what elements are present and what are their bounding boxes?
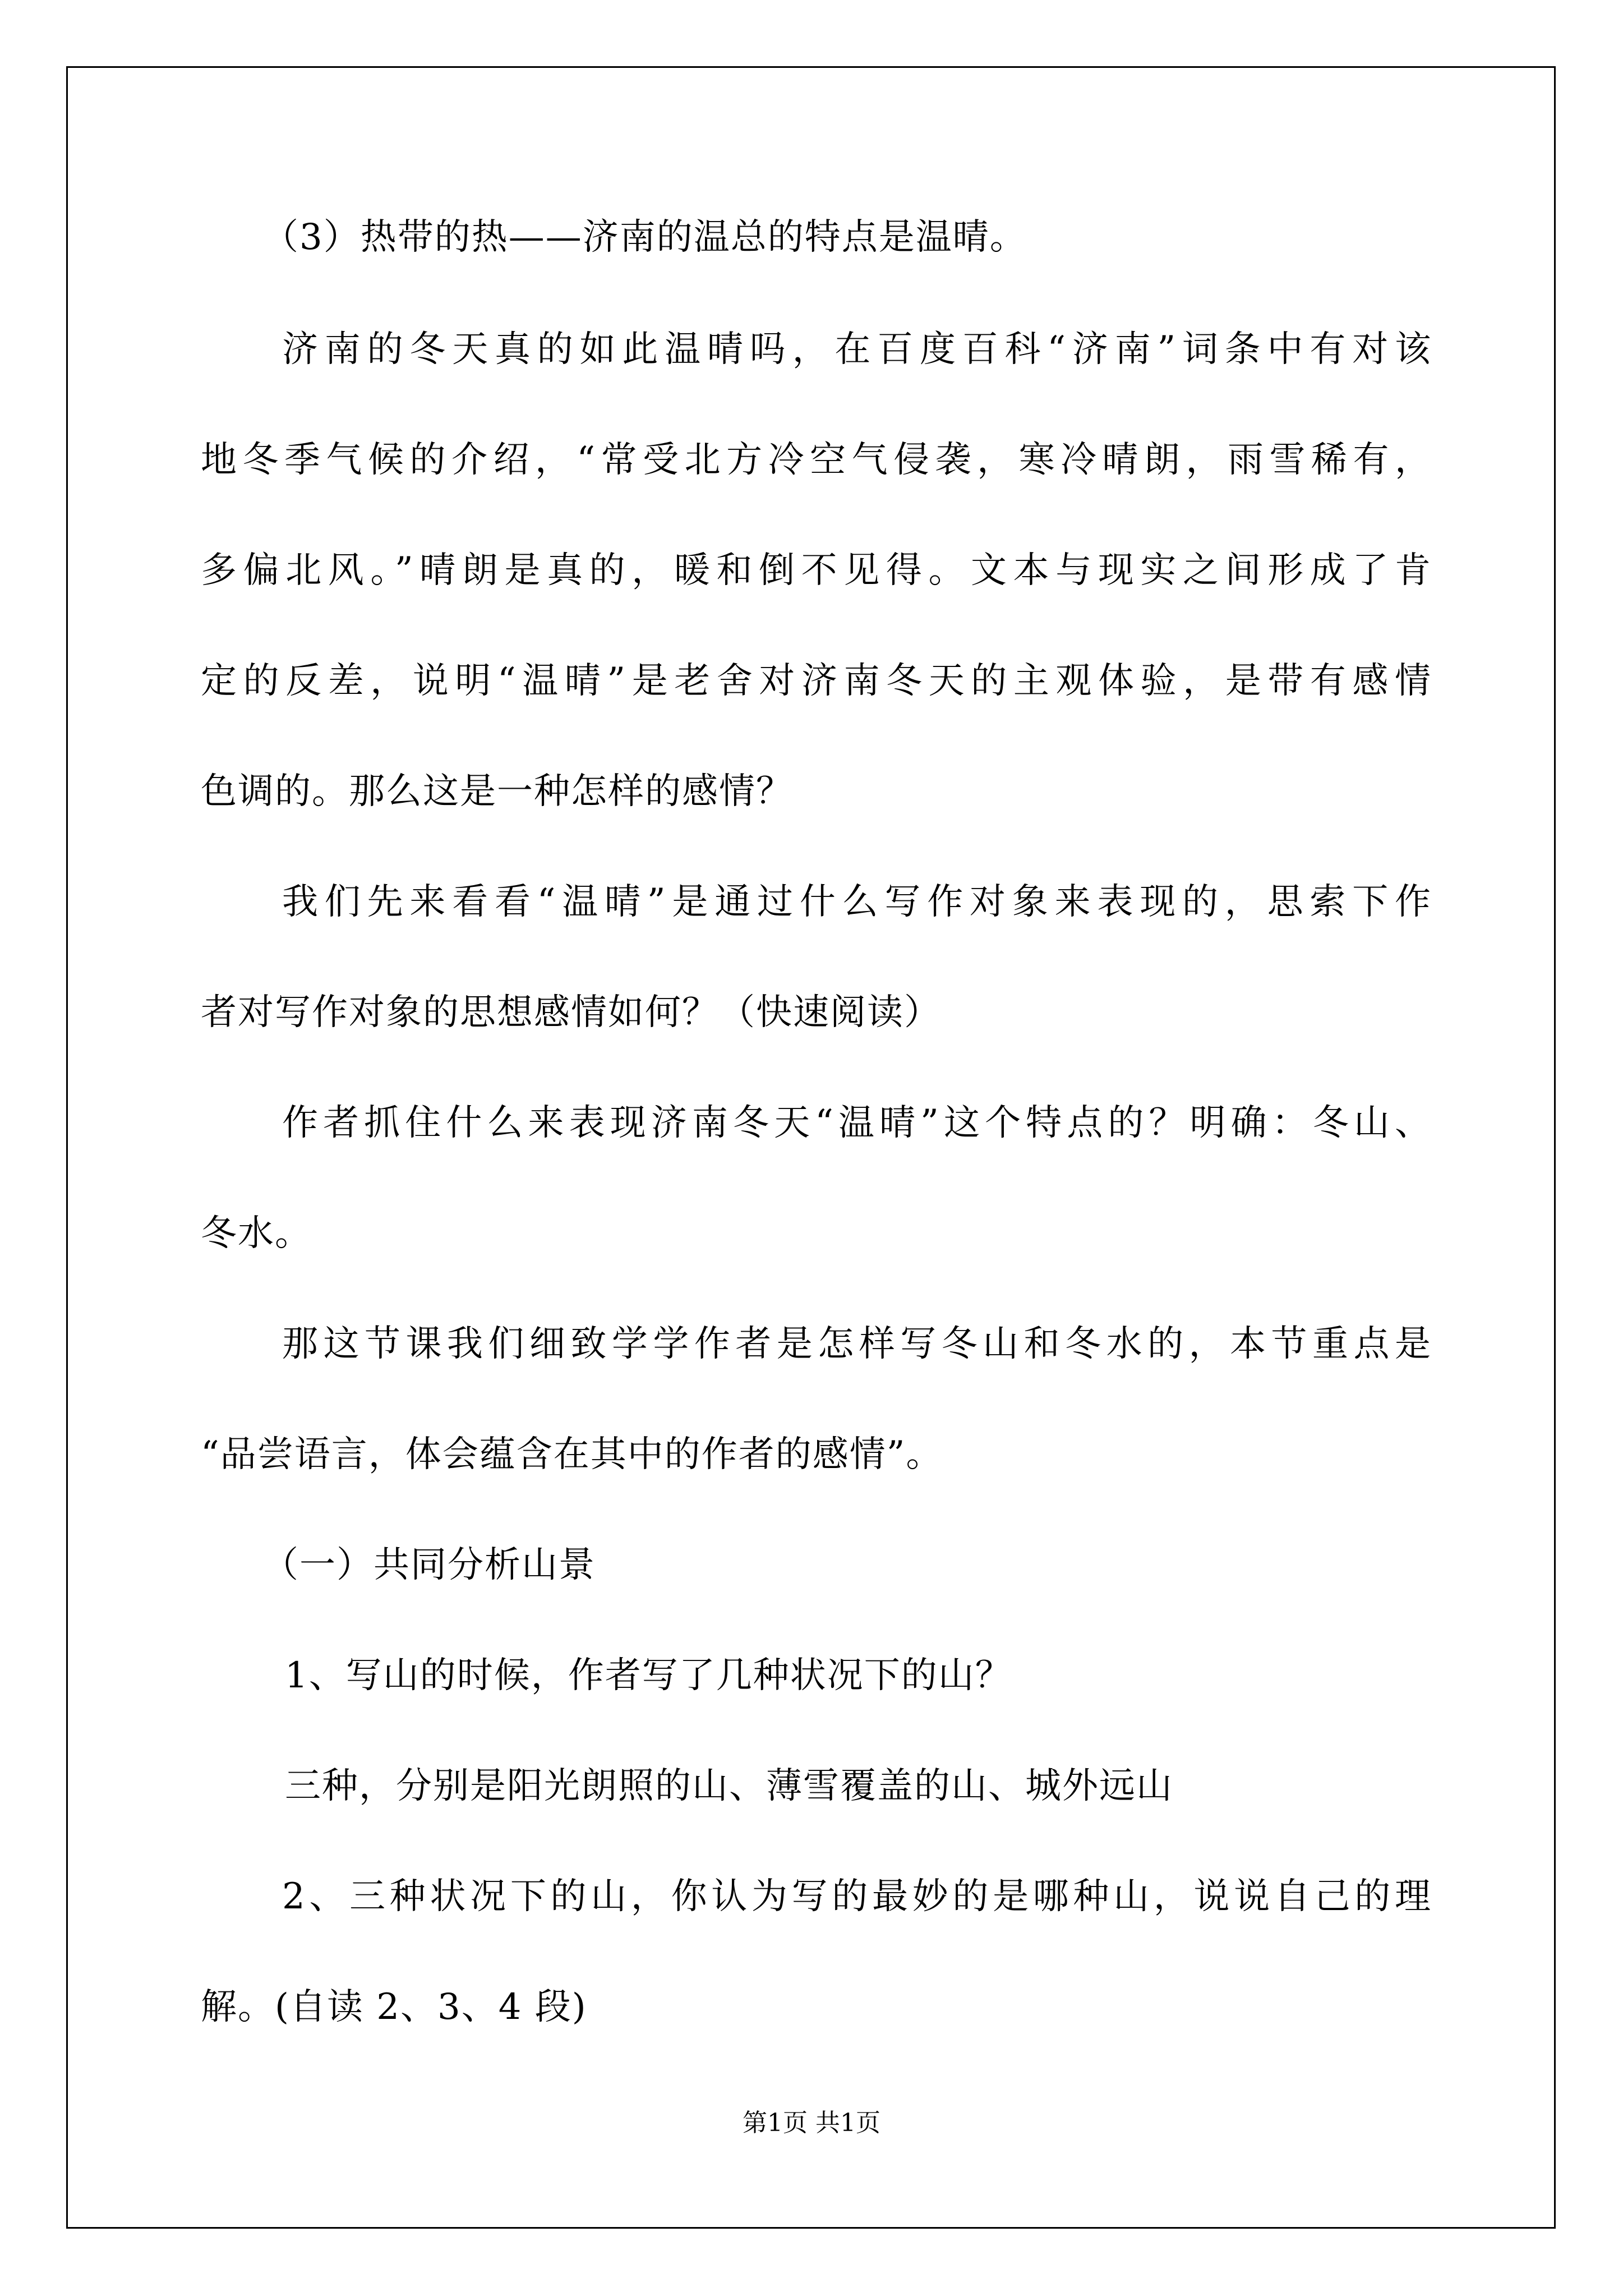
- paragraph-line: 地冬季气候的介绍，“常受北方冷空气侵袭，寒冷晴朗，雨雪稀有，: [201, 439, 1432, 481]
- question-line: 1、写山的时候，作者写了几种状况下的山？: [285, 1655, 1012, 1696]
- section-heading: （3）热带的热——济南的温总的特点是温晴。: [262, 217, 1027, 258]
- answer-line: 三种，分别是阳光朗照的山、薄雪覆盖的山、城外远山: [285, 1765, 1173, 1807]
- paragraph-line: 那这节课我们细致学学作者是怎样写冬山和冬水的，本节重点是: [282, 1323, 1432, 1365]
- paragraph-line: 多偏北风。”晴朗是真的，暖和倒不见得。文本与现实之间形成了肯: [201, 550, 1432, 591]
- paragraph-line: 济南的冬天真的如此温晴吗，在百度百科“济南”词条中有对该: [282, 329, 1432, 370]
- question-line: 2、三种状况下的山，你认为写的最妙的是哪种山，说说自己的理: [282, 1876, 1432, 1917]
- paragraph-line: 定的反差，说明“温晴”是老舍对济南冬天的主观体验，是带有感情: [201, 660, 1432, 702]
- paragraph-line: 冬水。: [201, 1213, 312, 1254]
- subsection-heading: （一）共同分析山景: [262, 1544, 596, 1586]
- paragraph-line: 者对写作对象的思想感情如何？（快速阅读）: [201, 992, 941, 1033]
- page-footer: 第1页 共1页: [743, 2109, 880, 2137]
- question-line: 解。(自读 2、3、4 段): [201, 1986, 587, 2028]
- paragraph-line: 色调的。那么这是一种怎样的感情？: [201, 771, 793, 812]
- paragraph-line: 作者抓住什么来表现济南冬天“温晴”这个特点的？明确：冬山、: [282, 1102, 1432, 1144]
- paragraph-line: “品尝语言，体会蕴含在其中的作者的感情”。: [201, 1434, 943, 1475]
- paragraph-line: 我们先来看看“温晴”是通过什么写作对象来表现的，思索下作: [282, 881, 1432, 923]
